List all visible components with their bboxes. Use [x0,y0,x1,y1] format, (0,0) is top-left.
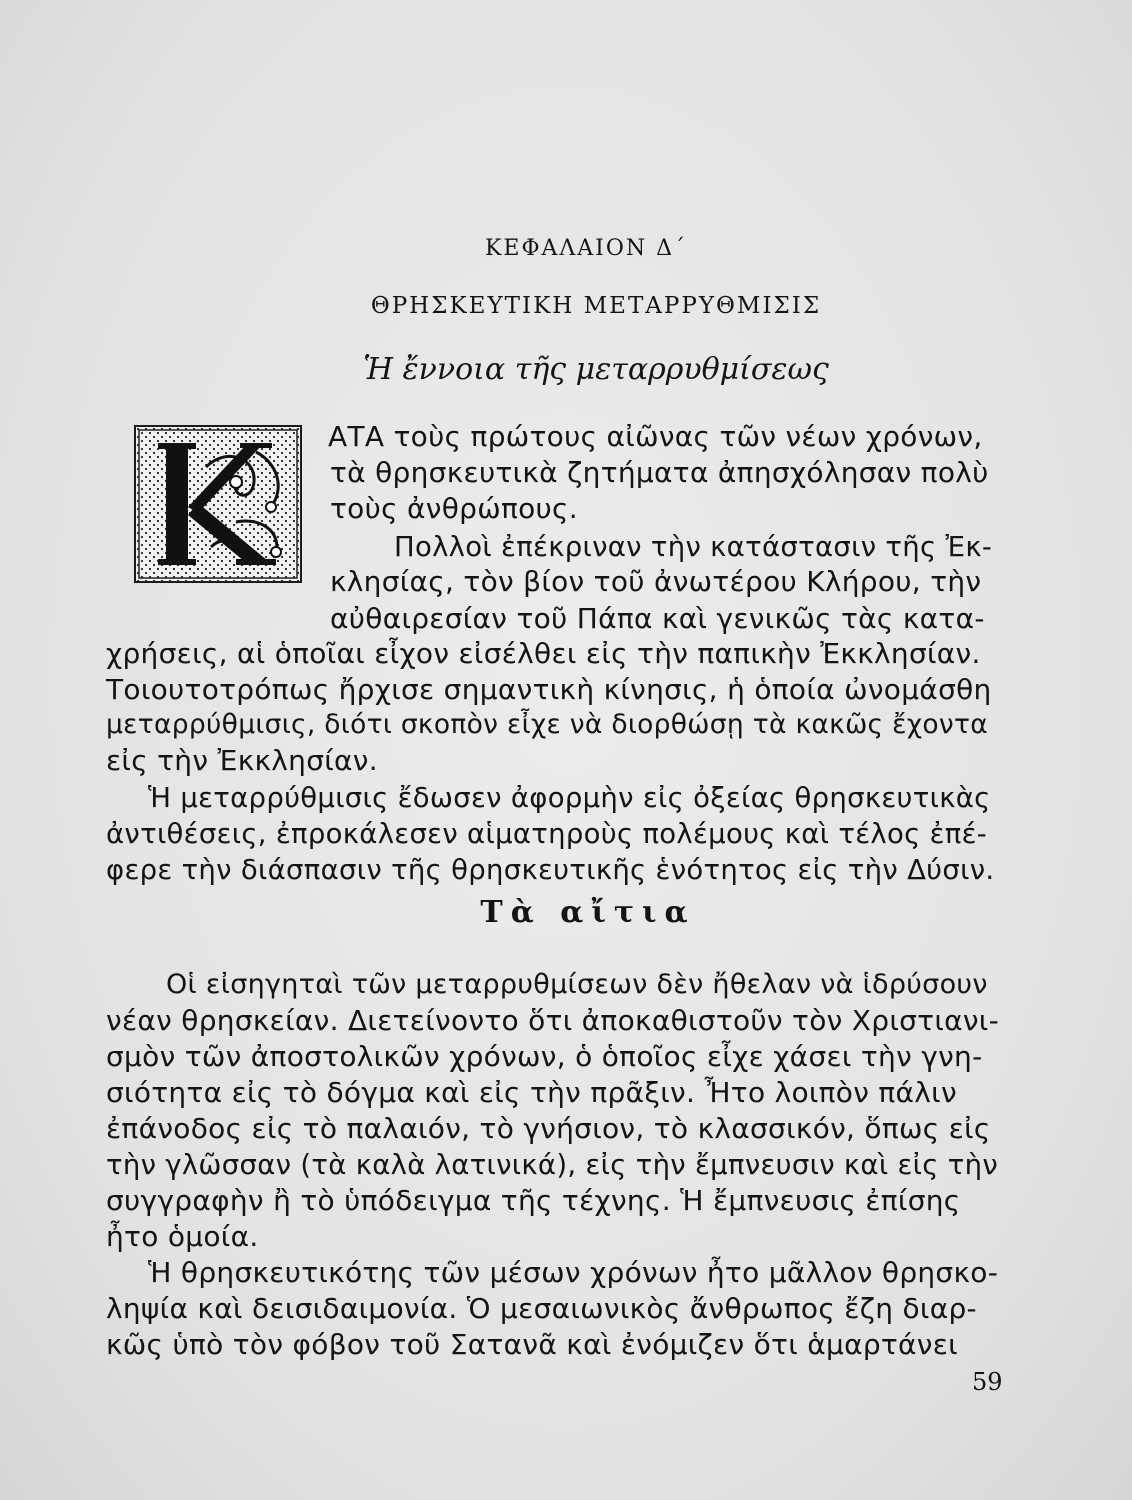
text-line: νέαν θρησκείαν. Διετείνοντο ὅτι ἀποκαθιστοῦν τὸν Χριστιανι- [106,1004,999,1037]
text-line: Ἡ θρησκευτικότης τῶν μέσων χρόνων ἦτο μᾶλλον θρησκο- [148,1256,999,1289]
text-line: ἀντιθέσεις, ἐπροκάλεσεν αἱματηροὺς πολέμους καὶ τέλος ἐπέ- [106,818,987,850]
text-line: εἰς τὴν Ἐκκλησίαν. [106,744,378,777]
text-line: κλησίας, τὸν βίον τοῦ ἀνωτέρου Κλήρου, τὴν [330,565,982,598]
text-line: Ἡ μεταρρύθμισις ἔδωσεν ἀφορμὴν εἰς ὀξείας θρησκευτικὰς [148,782,991,814]
section-heading-causes: Τὰ αἴτια [480,895,696,930]
text-line: Τοιουτοτρόπως ἤρχισε σημαντικὴ κίνησις, ἡ ὁποία ὠνομάσθη [106,673,992,706]
page-number: 59 [972,1368,1003,1396]
text-line: φερε τὴν διάσπασιν τῆς θρησκευτικῆς ἑνότητος εἰς τὴν Δύσιν. [106,854,995,886]
text-line: σμὸν τῶν ἀποστολικῶν χρόνων, ὁ ὁποῖος εἶχε χάσει τὴν γνη- [106,1040,983,1073]
text-line: συγγραφὴν ἢ τὸ ὑπόδειγμα τῆς τέχνης. Ἡ ἔμπνευσις ἐπίσης [106,1184,961,1217]
section-heading-concept: Ἡ ἔννοια τῆς μεταρρυθμίσεως [363,352,829,387]
text-line: ἦτο ὁμοία. [106,1220,259,1253]
text-line: ἐπάνοδος εἰς τὸ παλαιόν, τὸ γνήσιον, τὸ κλασσικόν, ὅπως εἰς [106,1112,991,1145]
text-line: χρήσεις, αἱ ὁποῖαι εἶχον εἰσέλθει εἰς τὴν παπικὴν Ἐκκλησίαν. [106,637,981,670]
text-line: σιότητα εἰς τὸ δόγμα καὶ εἰς τὴν πρᾶξιν. Ἦτο λοιπὸν πάλιν [106,1076,957,1109]
text-line: ΑΤΑ τοὺς πρώτους αἰῶνας τῶν νέων χρόνων, [328,420,983,453]
text-line: κῶς ὑπὸ τὸν φόβον τοῦ Σατανᾶ καὶ ἐνόμιζεν ὅτι ἁμαρτάνει [106,1328,958,1361]
text-line: τὴν γλῶσσαν (τὰ καλὰ λατινικά), εἰς τὴν ἔμπνευσιν καὶ εἰς τὴν [106,1149,998,1181]
text-line: τὰ θρησκευτικὰ ζητήματα ἀπησχόλησαν πολὺ [330,456,989,489]
text-line: μεταρρύθμισις, διότι σκοπὸν εἶχε νὰ διορθώσῃ τὰ κακῶς ἔχοντα [106,709,989,740]
text-line: ληψία καὶ δεισιδαιμονία. Ὁ μεσαιωνικὸς ἄνθρωπος ἔζη διαρ- [106,1292,977,1325]
text-line: Πολλοὶ ἐπέκριναν τὴν κατάστασιν τῆς Ἐκ- [394,531,993,563]
text-line: αὐθαιρεσίαν τοῦ Πάπα καὶ γενικῶς τὰς κατα- [330,602,985,635]
text-line: τοὺς ἀνθρώπους. [330,492,578,525]
ornamental-initial-k [134,425,302,583]
chapter-title: ΘΡΗΣΚΕΥΤΙΚΗ ΜΕΤΑΡΡΥΘΜΙΣΙΣ [370,293,822,319]
chapter-label: ΚΕΦΑΛΑΙΟΝ Δ΄ [484,236,688,261]
text-line: Οἱ εἰσηγηταὶ τῶν μεταρρυθμίσεων δὲν ἤθελαν νὰ ἱδρύσουν [166,969,988,1000]
